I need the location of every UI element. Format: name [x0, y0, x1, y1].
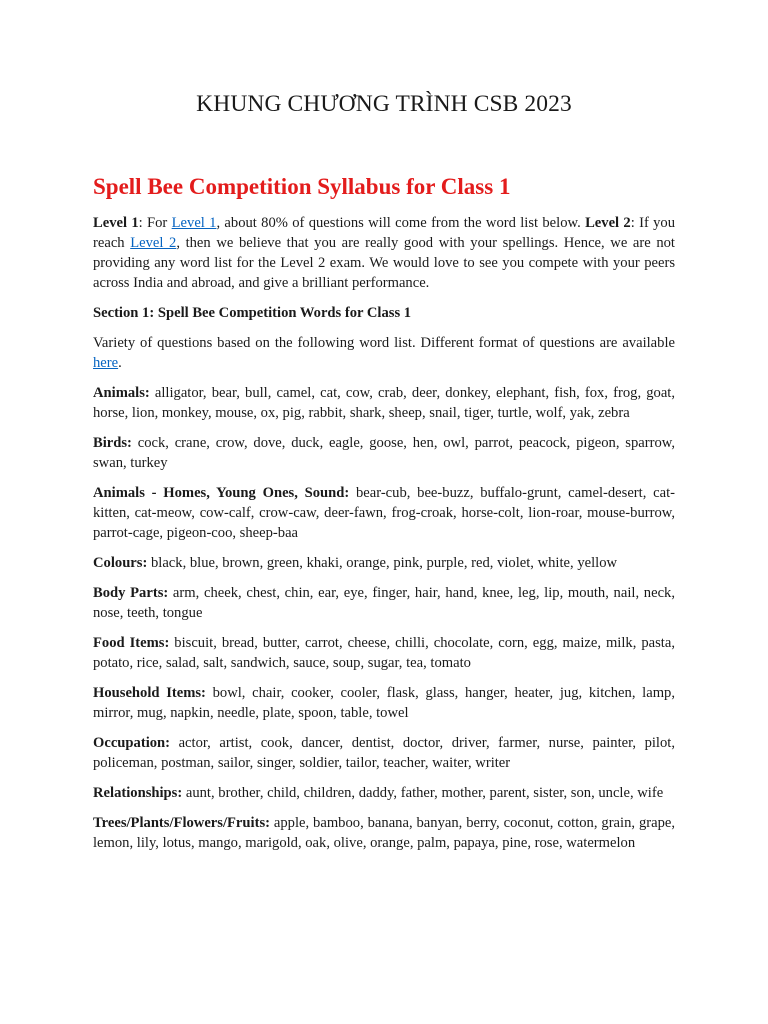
category-label: Household Items: — [93, 685, 206, 701]
category-occupation — [93, 733, 675, 773]
category-words: actor, artist, cook, dancer, dentist, doctor, driver, farmer, nurse, painter, pilot, policeman, postman, sailor, singer, soldier, tailor, teacher, waiter, writer — [93, 735, 675, 771]
category-animal-homes — [93, 483, 675, 543]
category-words: alligator, bear, bull, camel, cat, cow, crab, deer, donkey, elephant, fish, fox, frog, goat, horse, lion, monkey, mouse, ox, pig, rabbit, shark, sheep, snail, tiger, turtle, wolf, yak, zebra — [93, 385, 675, 421]
variety-paragraph — [93, 333, 675, 373]
here-link[interactable]: here — [93, 355, 119, 371]
section-heading: Section 1: Spell Bee Competition Words for Class 1 — [93, 305, 412, 321]
category-household-items — [93, 683, 675, 723]
category-words: bowl, chair, cooker, cooler, flask, glass, hanger, heater, jug, kitchen, lamp, mirror, mug, napkin, needle, plate, spoon, table, towel — [93, 685, 675, 721]
intro-paragraph — [93, 213, 675, 293]
level1-link[interactable]: Level 1 — [171, 215, 217, 231]
syllabus-title: Spell Bee Competition Syllabus for Class 1 — [93, 174, 511, 199]
category-label: Body Parts: — [93, 585, 169, 601]
level1-label: Level 1 — [93, 215, 139, 231]
category-words: bear-cub, bee-buzz, buffalo-grunt, camel-desert, cat-kitten, cat-meow, cow-calf, crow-caw, deer-fawn, frog-croak, horse-colt, lion-roar, mouse-burrow, parrot-cage, pigeon-coo, sheep-baa — [93, 485, 675, 541]
category-label: Occupation: — [93, 735, 171, 751]
category-words: arm, cheek, chest, chin, ear, eye, finger, hair, hand, knee, leg, lip, mouth, nail, neck, nose, teeth, tongue — [93, 585, 675, 621]
level2-label: Level 2 — [585, 215, 631, 231]
category-label: Food Items: — [93, 635, 170, 651]
level1-pre-text: : For — [138, 215, 172, 231]
level1-post-text: , about 80% of questions will come from the word list below. — [216, 215, 581, 231]
category-label: Birds: — [93, 435, 132, 451]
category-label: Animals: — [93, 385, 150, 401]
category-words: black, blue, brown, green, khaki, orange, pink, purple, red, violet, white, yellow — [147, 555, 618, 571]
category-label: Colours: — [93, 555, 148, 571]
page-title: KHUNG CHƯƠNG TRÌNH CSB 2023 — [196, 91, 572, 117]
category-animals — [93, 383, 675, 423]
variety-text: Variety of questions based on the following word list. Different format of questions are available — [93, 335, 675, 351]
category-words: cock, crane, crow, dove, duck, eagle, goose, hen, owl, parrot, peacock, pigeon, sparrow, swan, turkey — [93, 435, 675, 471]
category-words: aunt, brother, child, children, daddy, father, mother, parent, sister, son, uncle, wife — [182, 785, 664, 801]
level2-link[interactable]: Level 2 — [130, 235, 177, 251]
category-words: biscuit, bread, butter, carrot, cheese, chilli, chocolate, corn, egg, maize, milk, pasta, potato, rice, salad, salt, sandwich, sauce, soup, sugar, tea, tomato — [93, 635, 675, 671]
category-label: Trees/Plants/Flowers/Fruits: — [93, 815, 270, 831]
category-colours — [93, 553, 675, 573]
category-label: Animals - Homes, Young Ones, Sound: — [93, 485, 350, 501]
category-words: apple, bamboo, banana, banyan, berry, coconut, cotton, grain, grape, lemon, lily, lotus, mango, marigold, oak, olive, orange, palm, papaya, pine, rose, watermelon — [93, 815, 675, 851]
category-trees-plants — [93, 813, 675, 853]
category-relationships — [93, 783, 675, 803]
category-food-items — [93, 633, 675, 673]
variety-end: . — [118, 355, 122, 371]
category-birds — [93, 433, 675, 473]
category-body-parts — [93, 583, 675, 623]
level2-post-text: , then we believe that you are really good with your spellings. Hence, we are not providing any word list for the Level 2 exam. We would love to see you compete with your peers across India and abroad, and give a brilliant performance. — [93, 235, 675, 291]
category-label: Relationships: — [93, 785, 183, 801]
level2-pre-text: : If you reach — [93, 215, 676, 251]
